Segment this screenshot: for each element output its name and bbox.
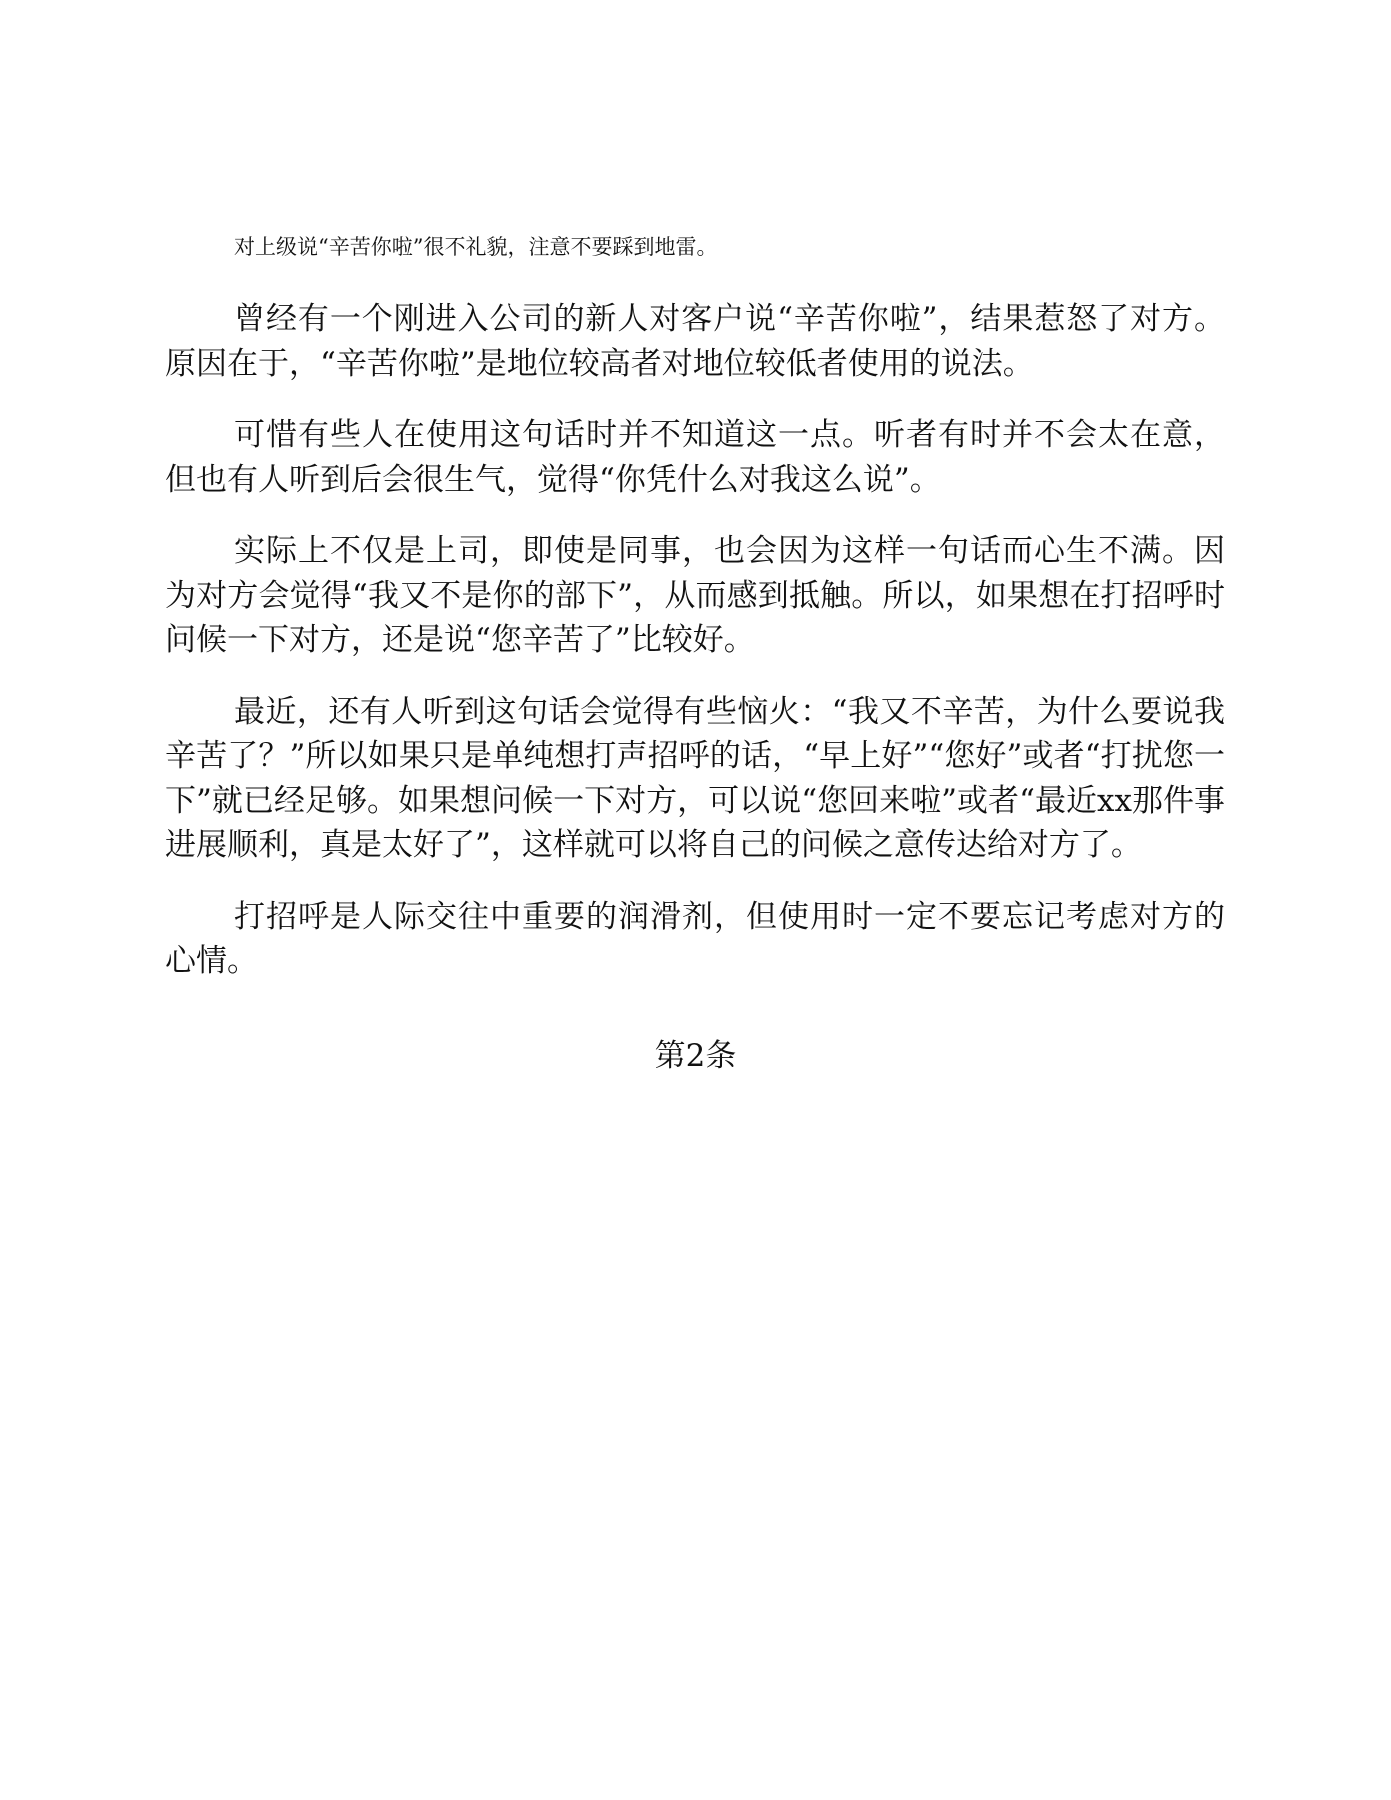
section-label: 第2条 bbox=[654, 1038, 737, 1074]
body-text bbox=[165, 297, 1225, 1011]
paragraph-1: 曾经有一个刚进入公司的新人对客户说“辛苦你啦”，结果惹怒了对方。原因在于，“辛苦你啦”是地位较高者对地位较低者使用的说法。 bbox=[165, 301, 1225, 382]
paragraph-4: 最近，还有人听到这句话会觉得有些恼火：“我又不辛苦，为什么要说我辛苦了？”所以如果只是单纯想打声招呼的话，“早上好”“您好”或者“打扰您一下”就已经足够。如果想问候一下对方，可以说“您回来啦”或者“最近xx那件事进展顺利，真是太好了”，这样就可以将自己的问候之意传达给对方了。 bbox=[165, 693, 1225, 863]
caption-text: 对上级说“辛苦你啦”很不礼貌，注意不要踩到地雷。 bbox=[234, 235, 718, 259]
paragraph-5: 打招呼是人际交往中重要的润滑剂，但使用时一定不要忘记考虑对方的心情。 bbox=[165, 898, 1225, 979]
paragraph-3: 实际上不仅是上司，即使是同事，也会因为这样一句话而心生不满。因为对方会觉得“我又不是你的部下”，从而感到抵触。所以，如果想在打招呼时问候一下对方，还是说“您辛苦了”比较好。 bbox=[165, 533, 1225, 658]
paragraph-2: 可惜有些人在使用这句话时并不知道这一点。听者有时并不会太在意，但也有人听到后会很生气，觉得“你凭什么对我这么说”。 bbox=[165, 417, 1225, 498]
